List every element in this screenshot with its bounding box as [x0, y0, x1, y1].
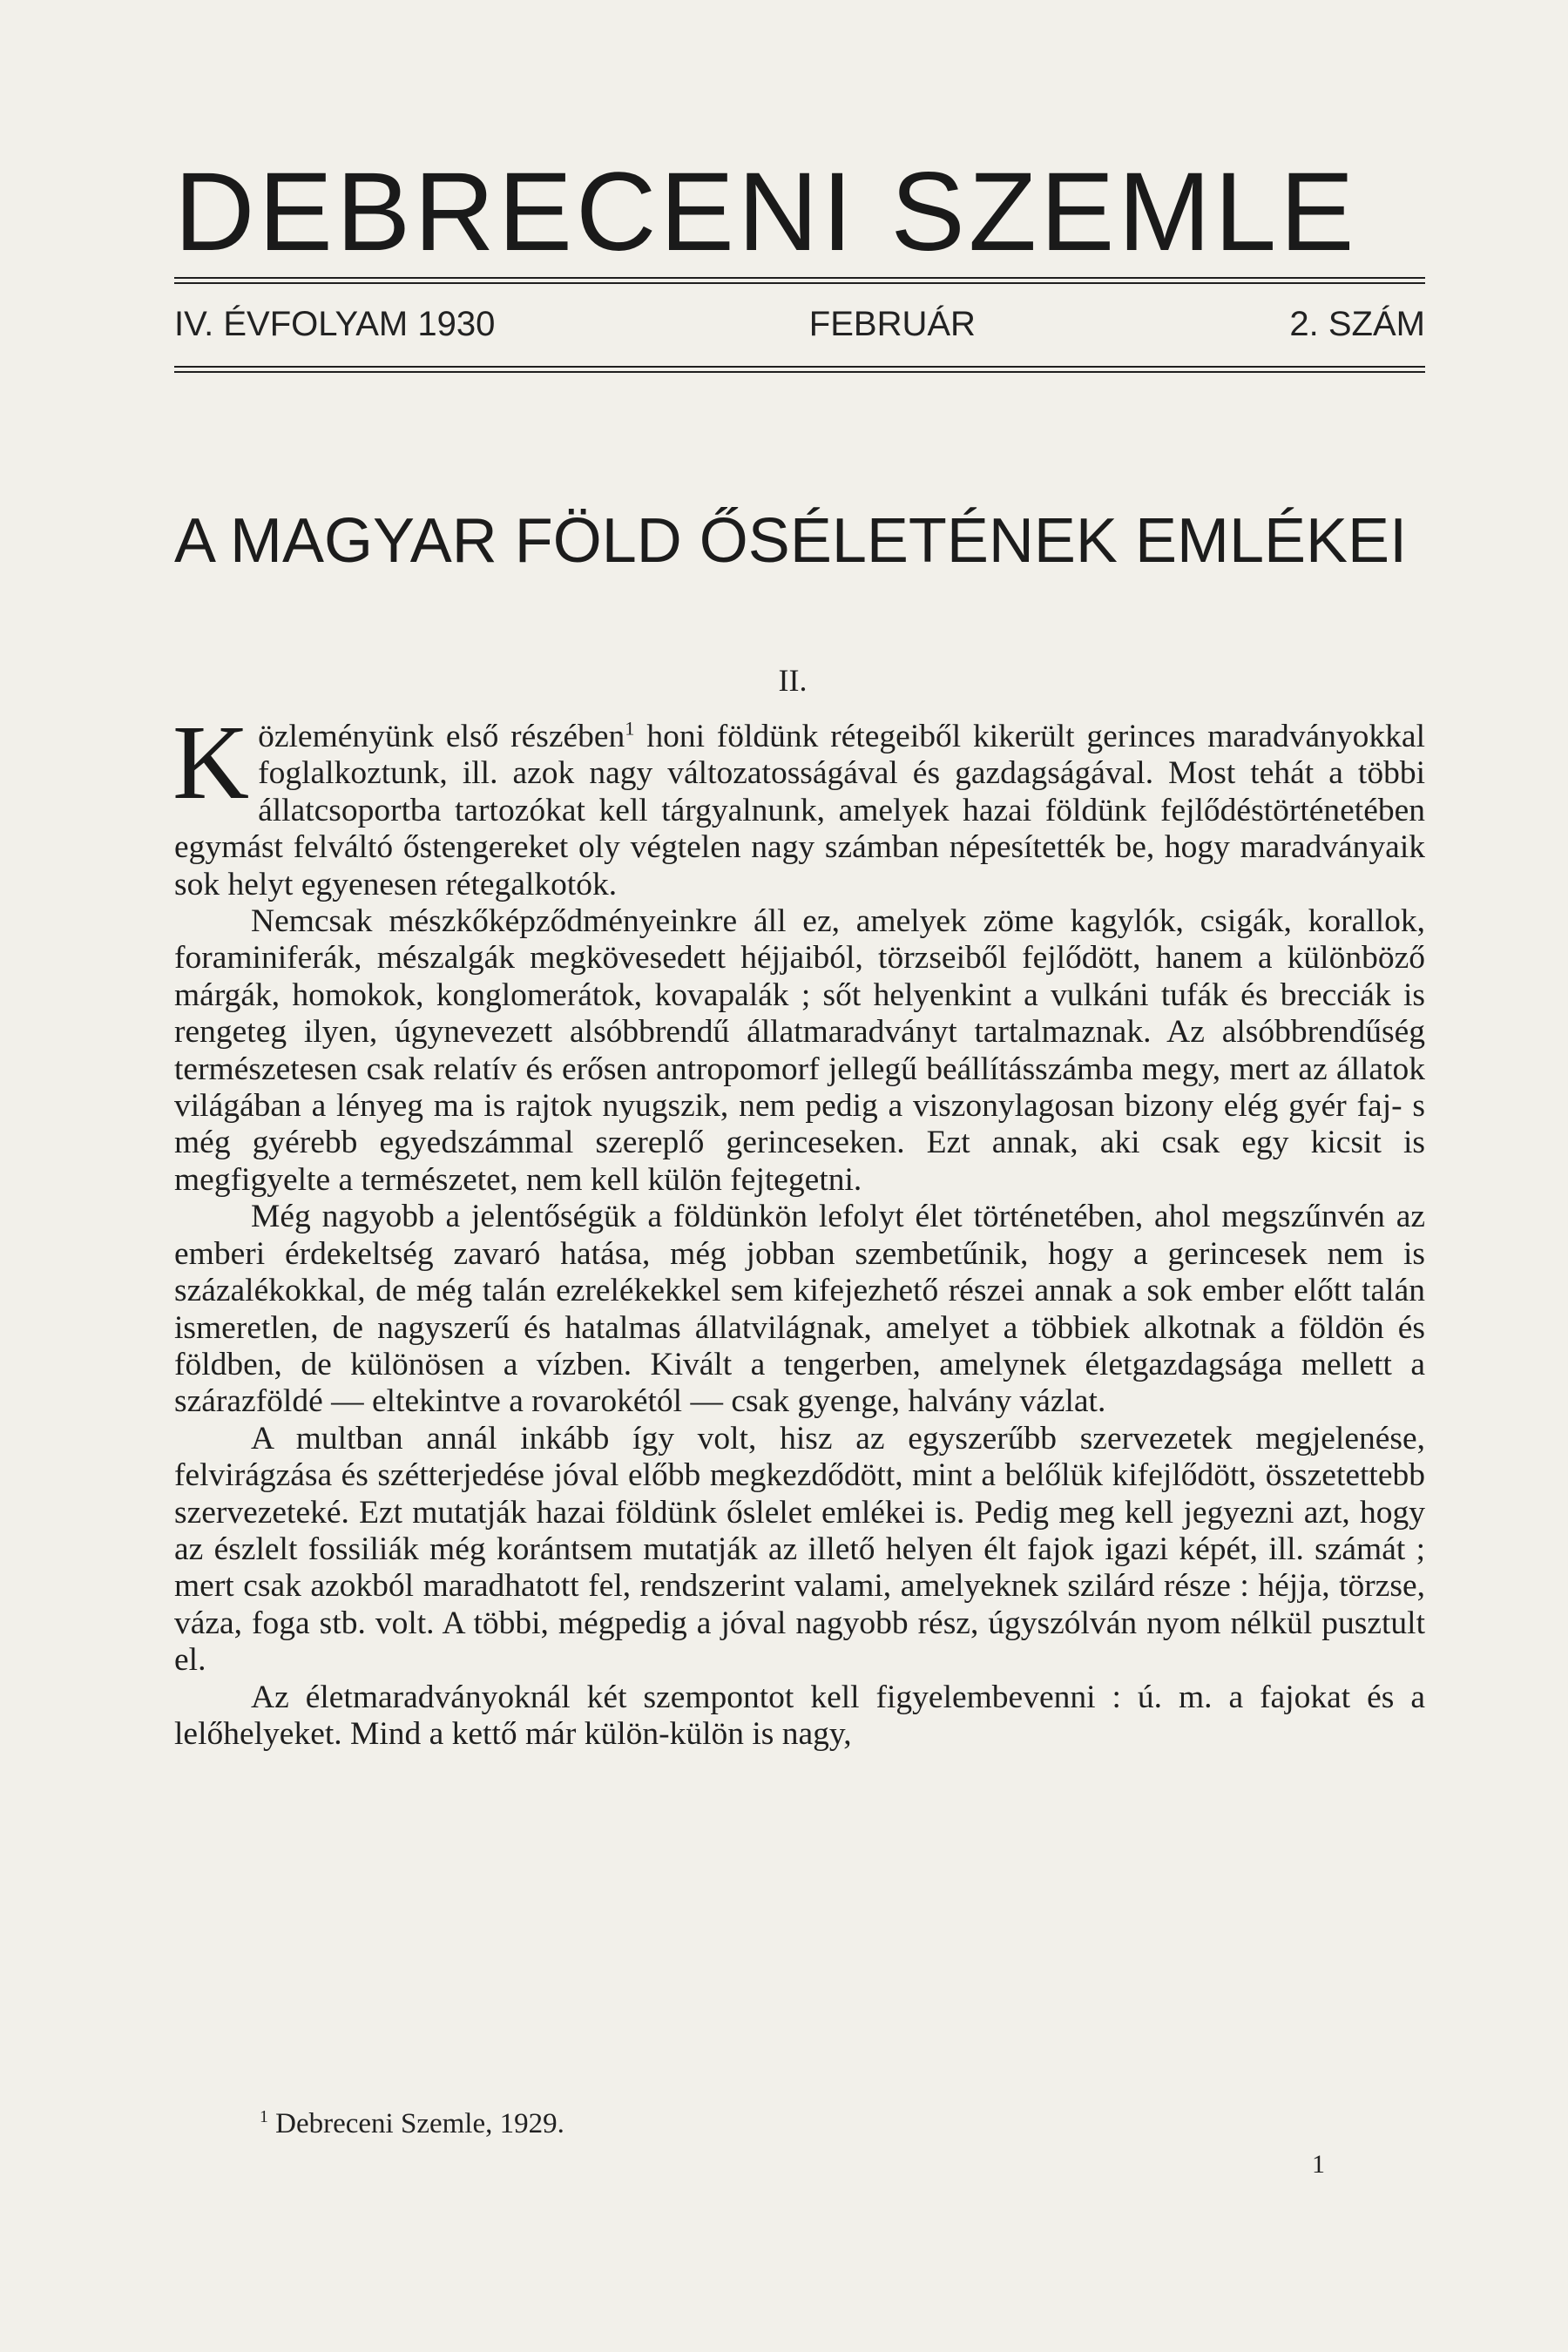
issue-info: [174, 307, 1425, 341]
article-title: A MAGYAR FÖLD ŐSÉLETÉNEK EMLÉKEI: [174, 506, 1408, 576]
footnote: [260, 2108, 564, 2140]
article-part-number: II.: [778, 663, 808, 698]
issue-month: FEBRUÁR: [808, 305, 976, 343]
paragraph-1: [172, 704, 1425, 903]
paragraph-4: A multban annál inkább így volt, hisz az egyszerűbb szervezetek megjelenése, felvirágzása és szétterjedése jóval előbb megkezdődött, mint a belőlük kifejlődött, összetettebb szervezeteké. Ezt mutatják hazai földünk őslelet emlékei is. Pedig meg kell jegyezni azt, hogy az észlelt fossiliák még korántsem mutatják az illető helyen élt fajok igazi képét, ill. számát ; mert csak azokból maradhatott fel, rendszerint valami, amelyeknek szilárd része : héjja, törzse, váza, foga stb. volt. A többi, mégpedig a jóval nagyobb rész, úgyszólván nyom nélkül pusztult el.: [174, 1420, 1425, 1679]
page-number: 1: [1312, 2150, 1325, 2179]
paragraph-1-text-start: özleményünk első részében: [258, 719, 625, 754]
footnote-mark: 1: [260, 2107, 268, 2126]
paragraph-3: Még nagyobb a jelentőségük a földünkön lefolyt élet történetében, ahol megszűnvén az emberi érdekeltség zavaró hatása, még jobban szembetűnik, hogy a gerincesek nem is százalékokkal, de még talán ezrelékekkel sem kifejezhető részei annak a sok ember előtt talán ismeretlen, de nagyszerű és hatalmas állatvilágnak, amelyet a többiek alkotnak a földön és földben, de különösen a vízben. Kivált a tengerben, amelynek életgazdagsága mellett a szárazföldé — eltekintve a rovarokétól — csak gyenge, halvány vázlat.: [174, 1199, 1425, 1420]
footnote-reference: 1: [625, 717, 635, 740]
issue-number: 2. SZÁM: [1289, 305, 1425, 343]
paragraph-1-text-rest: honi földünk rétegeiből kikerült gerinces maradványokkal foglalkoztunk, ill. azok nagy változatosságával és gazdagságával. Most tehát a többi állatcsoportba tartozókat kell tárgyalnunk, amelyek hazai földünk fejlődéstörténetében egymást felváltó őstengereket oly végtelen nagy számban népesítették be, hogy maradványaik sok helyt egyenesen rétegalkotók.: [174, 719, 1425, 902]
volume-year: IV. ÉVFOLYAM 1930: [174, 305, 496, 343]
paragraph-5: Az életmaradványoknál két szempontot kell figyelembevenni : ú. m. a fajokat és a lelőhelyeket. Mind a kettő már külön-külön is nagy,: [174, 1679, 1425, 1752]
paragraph-2: Nemcsak mészkőképződményeinkre áll ez, amelyek zöme kagylók, csigák, korallok, foraminiferák, mészalgák megkövesedett héjjaiból, törzseiből fejlődött, hanem a különböző márgák, homokok, konglomerátok, kovapalák ; sőt helyenkint a vulkáni tufák és brecciák is rengeteg ilyen, úgynevezett alsóbbrendű állatmaradványt tartalmaznak. Az alsóbbrendűség természetesen csak relatív és erősen antropomorf jellegű beállításszámba megy, mert az állatok világában a lényeg ma is rajtok nyugszik, nem pedig a viszonylagosan bizony elég gyér faj- s még gyérebb egyedszámmal szereplő gerinceseken. Ezt annak, aki csak egy kicsit is megfigyelte a természetet, nem kell külön fejtegetni.: [174, 903, 1425, 1198]
article-body: [172, 704, 1425, 1753]
drop-cap: K: [172, 704, 250, 821]
footnote-text: Debreceni Szemle, 1929.: [267, 2108, 564, 2139]
masthead-rule-top: [174, 277, 1425, 284]
journal-title: DEBRECENI SZEMLE: [174, 150, 1358, 274]
masthead-rule-bottom: [174, 366, 1425, 373]
